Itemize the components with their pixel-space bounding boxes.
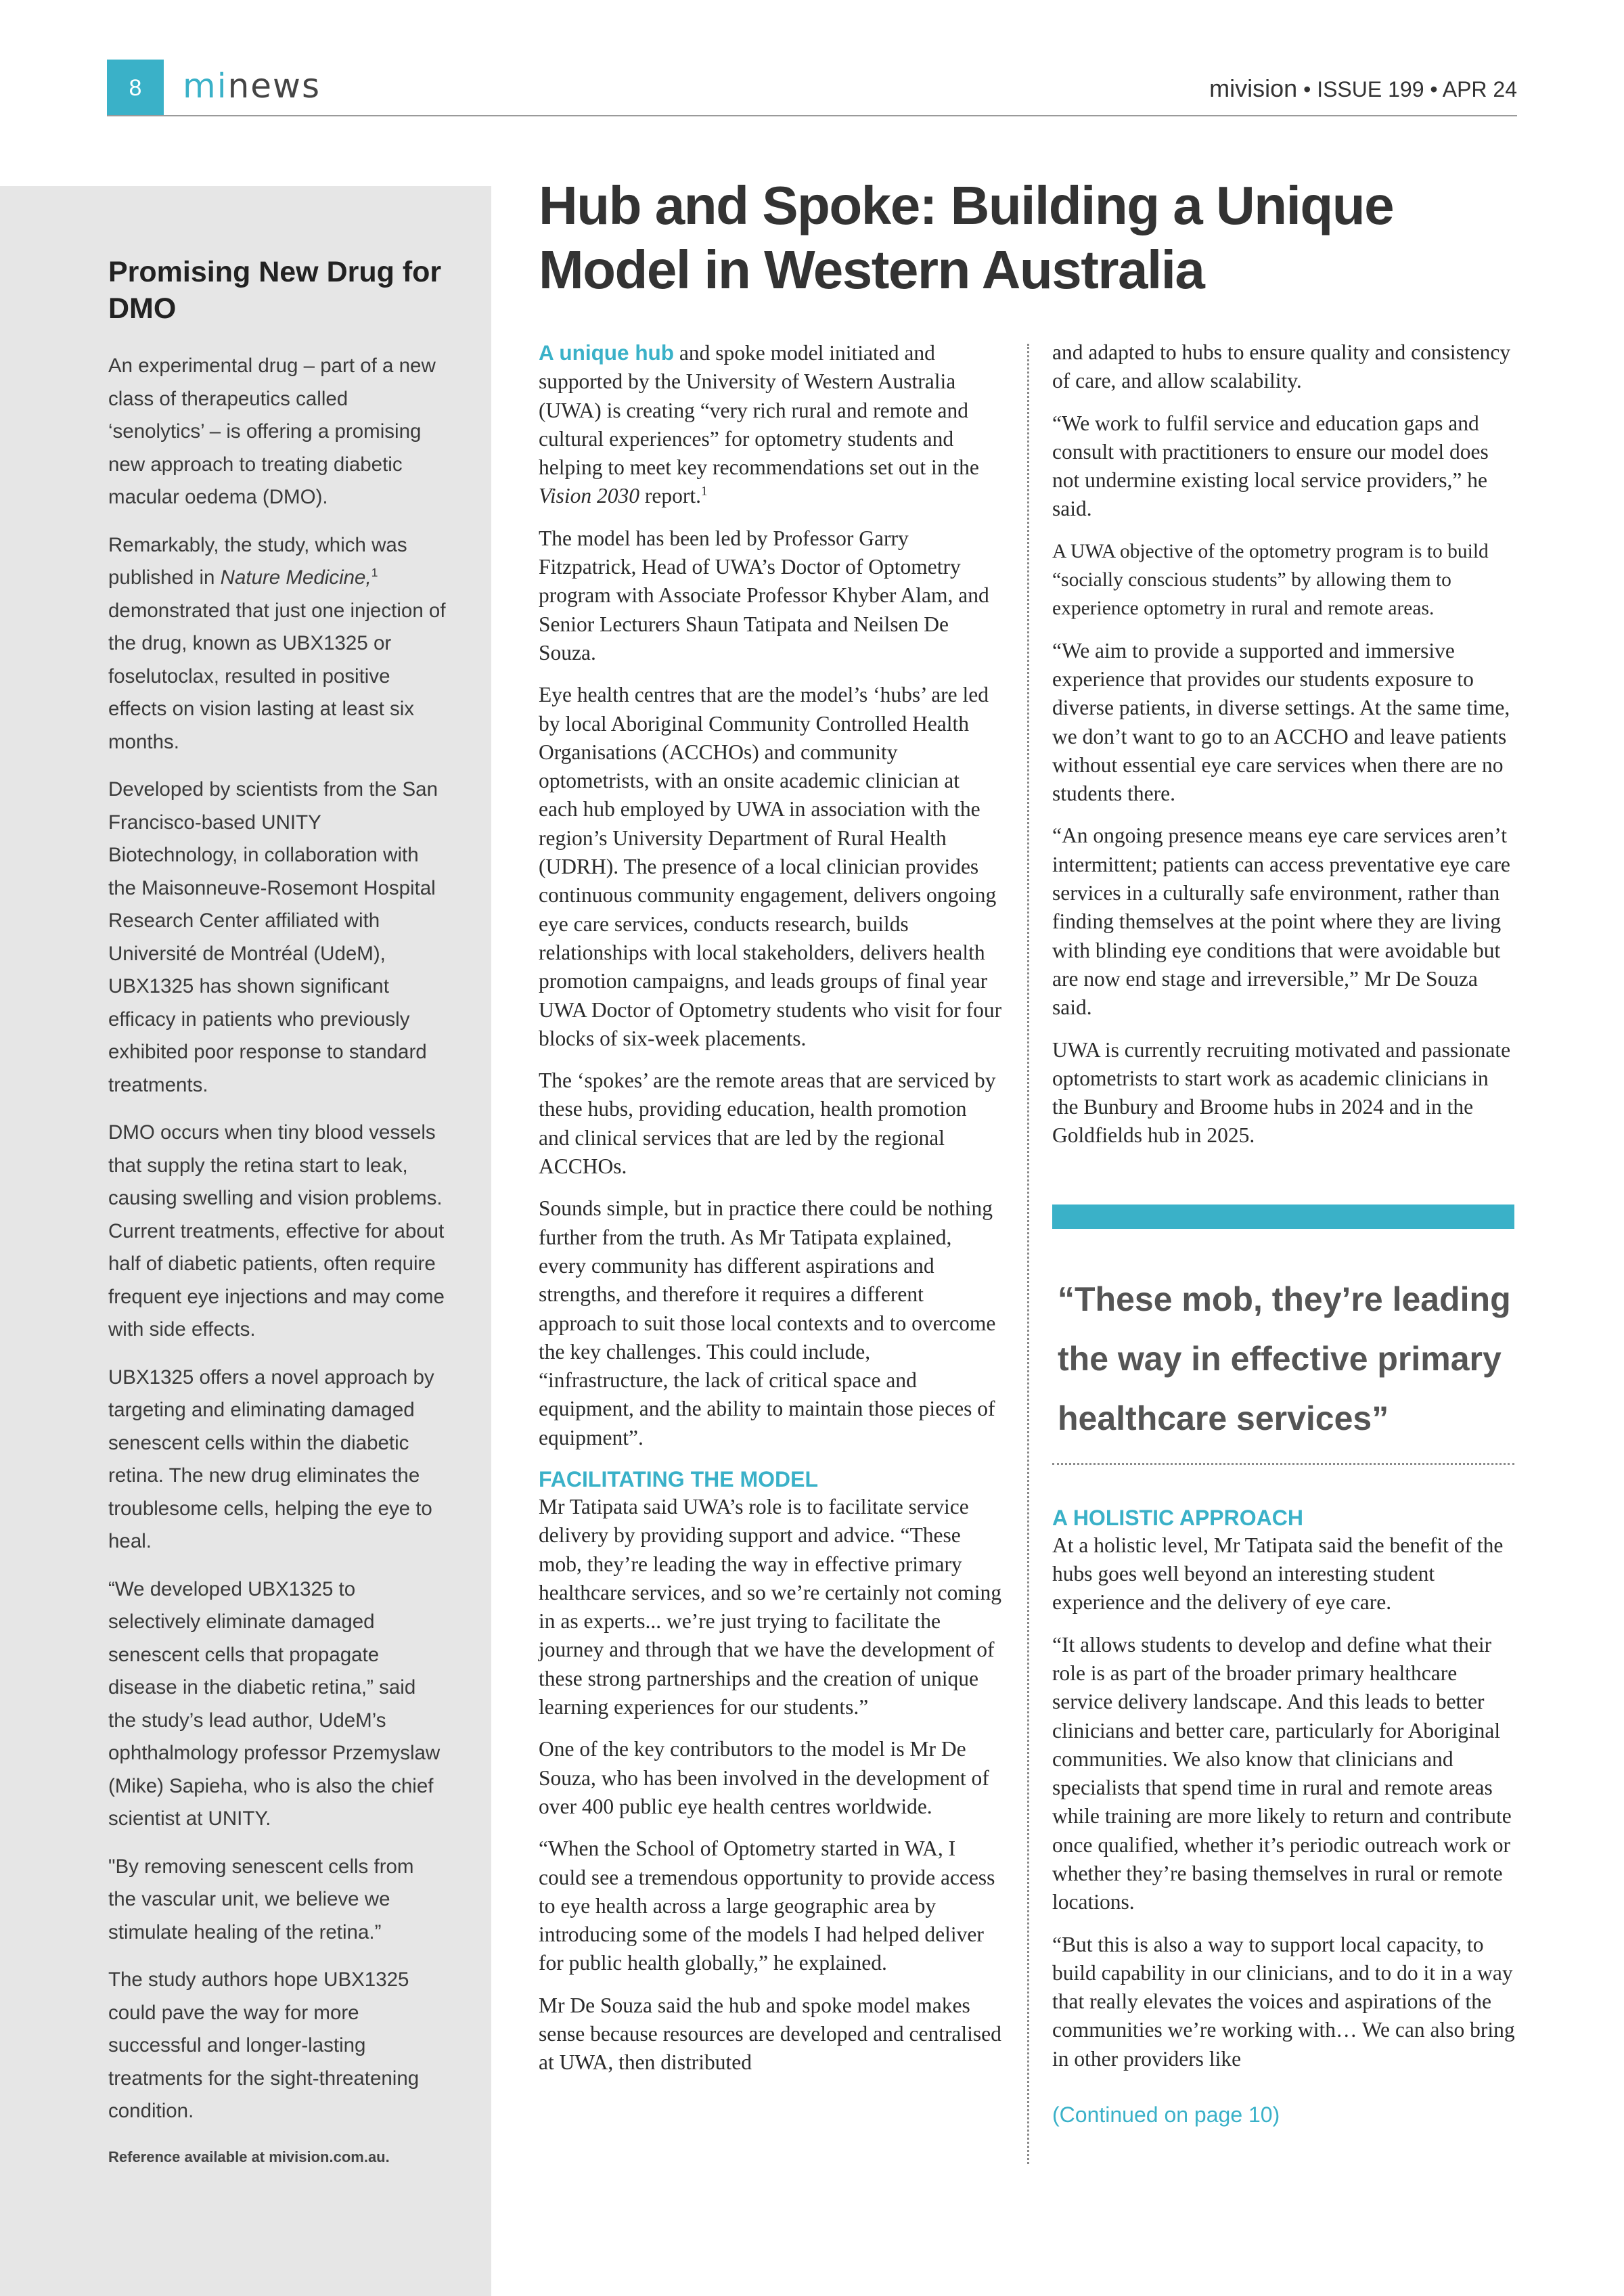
continued-link[interactable]: (Continued on page 10) <box>1052 2102 1280 2128</box>
article-headline: Hub and Spoke: Building a Unique Model in Western Australia <box>539 175 1394 300</box>
article-paragraph: Eye health centres that are the model’s ‘hubs’ are led by local Aboriginal Community Controlled Health Organisations (ACCHOs) and community optometrists, with an onsite academic clinician at each hub employed by UWA in association with the region’s University Department of Rural Health (UDRH). The presence of a local clinician provides continuous community engagement, delivers ongoing eye care services, conducts research, builds relationships with local stakeholders, delivers health promotion campaigns, and leads groups of final year UWA Doctor of Optometry students who visit for four blocks of six-week placements. <box>539 683 1002 1050</box>
sidebar-paragraph: The study authors hope UBX1325 could pave the way for more successful and longer-lasting treatments for the sight-threatening condition. <box>108 1968 420 2122</box>
article-paragraph: Mr Tatipata said UWA’s role is to facilitate service delivery by providing support and advice. “These mob, they’re leading the way in effective primary healthcare services, and so we’re certainly not coming in as experts... we’re just trying to facilitate the journey and through that we have the development of these strong partnerships and the creation of unique learning experiences for our students.” <box>539 1494 1001 1719</box>
column-divider <box>1027 344 1029 2164</box>
sidebar-paragraph: Developed by scientists from the San Francisco-based UNITY Biotechnology, in collaboration with the Maisonneuve-Rosemont Hospital Research Center affiliated with Université de Montréal (UdeM), UBX1325 has shown significant efficacy in patients who previously exhibited poor response to standard treatments. <box>108 778 438 1096</box>
article-paragraph: “But this is also a way to support local capacity, to build capability in our clinicians, and to do it in a way that really elevates the voices and aspirations of the communities we’re working with… We can also bring in other providers like <box>1052 1932 1515 2071</box>
issue-label: • ISSUE 199 • APR 24 <box>1303 77 1517 102</box>
article-paragraph: A unique hub and spoke model initiated and supported by the University of Western Australia (UWA) is creating “very rich rural and remote and cultural experiences” for optometry students and helping to meet key recommendations set out in the Vision 2030 report.$^1$ <box>539 340 979 508</box>
article-column-2 <box>1052 338 1519 2142</box>
sidebar-content <box>108 254 447 2182</box>
sidebar-paragraph: DMO occurs when tiny blood vessels that supply the retina start to leak, causing swelling and vision problems. Current treatments, effective for about half of diabetic patients, often require frequent eye injections and may come with side effects. <box>108 1121 445 1341</box>
sidebar-panel <box>0 186 491 2296</box>
sidebar-paragraph: “We developed UBX1325 to selectively eliminate damaged senescent cells that propagate disease in the diabetic retina,” said the study’s lead author, UdeM’s ophthalmology professor Przemyslaw (Mike) Sapieha, who is also the chief scientist at UNITY. <box>108 1577 441 1830</box>
article-paragraph: The model has been led by Professor Garry Fitzpatrick, Head of UWA’s Doctor of Optometry program with Associate Professor Khyber Alam, and Senior Lecturers Shaun Tatipata and Neilsen De Souza. <box>539 526 989 665</box>
article-paragraph: One of the key contributors to the model is Mr De Souza, who has been involved in the development of over 400 public eye health centres worldwide. <box>539 1737 989 1818</box>
article-paragraph: A UWA objective of the optometry program is to build “socially conscious students” by allowing them to experience optometry in rural and remote areas. <box>1052 540 1489 620</box>
article-paragraph: Mr De Souza said the hub and spoke model makes sense because resources are developed and centralised at UWA, then distributed <box>539 1993 1001 2075</box>
pull-quote-bar <box>1052 1205 1514 1229</box>
sidebar-paragraph: UBX1325 offers a novel approach by targeting and eliminating damaged senescent cells within the diabetic retina. The new drug eliminates the troublesome cells, helping the eye to heal. <box>108 1366 434 1552</box>
article-paragraph: “We work to fulfil service and education gaps and consult with practitioners to ensure our model does not undermine existing local service providers,” he said. <box>1052 411 1489 521</box>
article-paragraph: “An ongoing presence means eye care services aren’t intermittent; patients can access preventative eye care services in a culturally safe environment, rather than finding themselves at the point where they are living with blinding eye conditions that were avoidable but are now end stage and irreversible,” Mr De Souza said. <box>1052 824 1510 1020</box>
issue-info <box>1209 74 1517 103</box>
section-subhead: FACILITATING THE MODEL <box>539 1466 818 1491</box>
sidebar-reference: Reference available at mivision.com.au. <box>108 2148 390 2165</box>
pull-quote: “These mob, they’re leading the way in effective primary healthcare services” <box>1058 1280 1511 1437</box>
article-paragraph: “It allows students to develop and define what their role is as part of the broader primary healthcare service delivery landscape. And this leads to better clinicians and better care, particularly for Aboriginal communities. We also know that clinicians and specialists that spend time in rural and remote areas while training are more likely to return and contribute once qualified, whether it’s periodic outreach work or whether they’re basing themselves in rural or remote locations. <box>1052 1632 1512 1914</box>
report-name: Vision 2030 <box>539 484 640 508</box>
page-number: 8 <box>107 60 164 116</box>
sidebar-title: Promising New Drug for DMO <box>108 256 442 325</box>
article-column-1 <box>539 338 1002 2091</box>
header-rule <box>107 115 1517 116</box>
article-paragraph: and adapted to hubs to ensure quality and consistency of care, and allow scalability. <box>1052 340 1511 393</box>
article-paragraph: “We aim to provide a supported and immersive experience that provides our students exposure to diverse patients, in diverse settings. At the same time, we don’t want to go to an ACCHO and leave patients without essential eye care services when there are no students there. <box>1052 638 1510 806</box>
footnote-ref: 1 <box>371 566 378 580</box>
article-paragraph: At a holistic level, Mr Tatipata said the benefit of the hubs goes well beyond an interesting student experience and the delivery of eye care. <box>1052 1533 1504 1615</box>
brand-suffix: news <box>227 66 321 106</box>
journal-name: Nature Medicine, <box>220 566 371 589</box>
sidebar-paragraph: Remarkably, the study, which was published in Nature Medicine,$^1$ demonstrated that just one injection of the drug, known as UBX1325 or foselutoclax, resulted in positive effects on vision lasting at least six months. <box>108 533 446 753</box>
article-paragraph: “When the School of Optometry started in WA, I could see a tremendous opportunity to provide access to eye health across a large geographic area by introducing some of the models I had helped deliver for public health globally,” he explained. <box>539 1837 995 1975</box>
pull-quote-rule <box>1052 1463 1514 1465</box>
sidebar-paragraph: An experimental drug – part of a new class of therapeutics called ‘senolytics’ – is offering a promising new approach to treating diabetic macular oedema (DMO). <box>108 355 436 508</box>
section-brand <box>183 62 321 110</box>
magazine-name: mivision <box>1209 74 1298 102</box>
sidebar-paragraph: "By removing senescent cells from the vascular unit, we believe we stimulate healing of the retina.” <box>108 1855 414 1943</box>
lead-in: A unique hub <box>539 340 675 365</box>
footnote-ref: 1 <box>701 484 708 499</box>
article-paragraph: The ‘spokes’ are the remote areas that are serviced by these hubs, providing education, health promotion and clinical services that are led by the regional ACCHOs. <box>539 1068 996 1179</box>
article-paragraph: UWA is currently recruiting motivated and passionate optometrists to start work as academic clinicians in the Bunbury and Broome hubs in 2024 and in the Goldfields hub in 2025. <box>1052 1037 1511 1148</box>
section-subhead: A HOLISTIC APPROACH <box>1052 1505 1303 1530</box>
article-paragraph: Sounds simple, but in practice there could be nothing further from the truth. As Mr Tatipata explained, every community has different aspirations and strengths, and therefore it requires a different approach to suit those local contexts and to overcome the key challenges. This could include, “infrastructure, the lack of critical space and equipment, and the ability to maintain those pieces of equipment”. <box>539 1196 996 1449</box>
brand-prefix: mi <box>183 66 228 106</box>
